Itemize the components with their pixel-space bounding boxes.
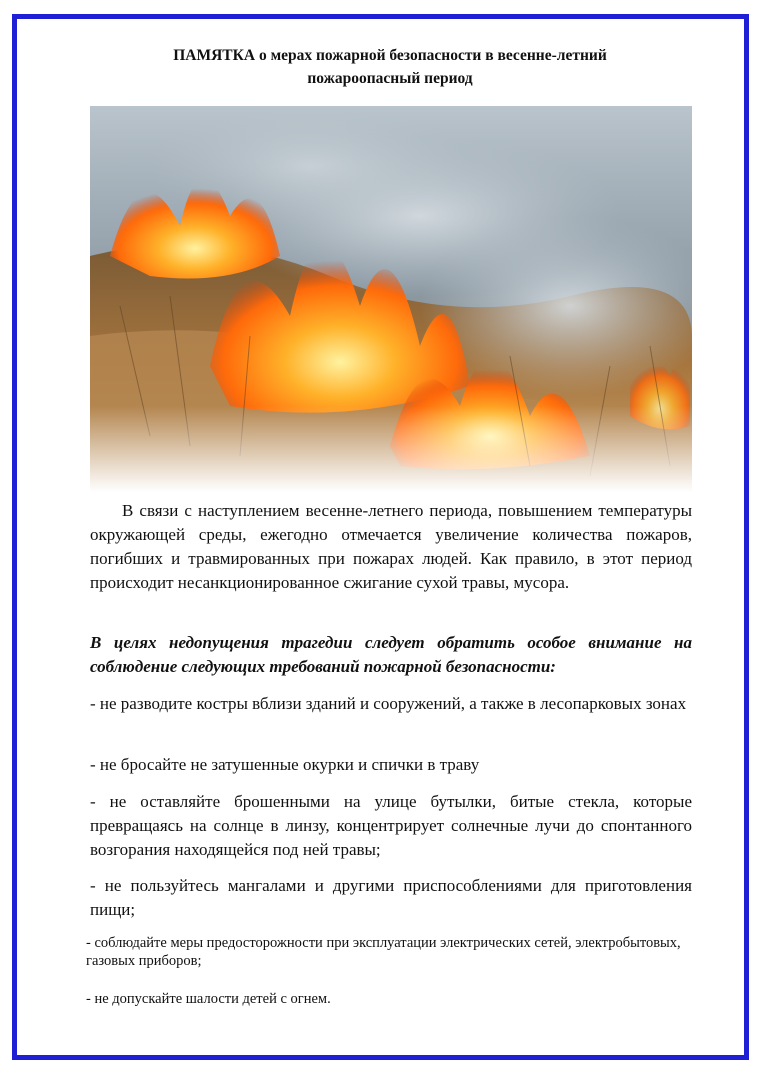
memo-title [90, 44, 690, 90]
rule-item: - соблюдайте меры предосторожности при эксплуатации электрических сетей, электробытовых, газовых приборов; [86, 935, 681, 969]
memo-title-line-1: ПАМЯТКА о мерах пожарной безопасности в весенне-летний [173, 47, 607, 64]
rule-item: - не бросайте не затушенные окурки и спички в траву [90, 755, 480, 774]
rule-item: - не оставляйте брошенными на улице бутылки, битые стекла, которые превращаясь на солнце в линзу, концентрирует солнечные лучи до спонтанного возгорания находящейся под ней травы; [90, 792, 692, 859]
memo-title-line-2: пожароопасный период [307, 70, 473, 87]
grass-fire-illustration [90, 106, 692, 492]
intro-paragraph: В связи с наступлением весенне-летнего периода, повышением температуры окружающей среды, ежегодно отмечается увеличение количества пожаров, погибших и травмированных при пожарах людей. Как правило, в этот период происходит несанкционированное сжигание сухой травы, мусора. [90, 501, 692, 592]
grass-fire-photo [90, 106, 692, 492]
rule-item: - не допускайте шалости детей с огнем. [86, 991, 331, 1007]
requirements-lead: В целях недопущения трагедии следует обратить особое внимание на соблюдение следующих требований пожарной безопасности: [90, 633, 692, 676]
rule-item: - не пользуйтесь мангалами и другими приспособлениями для приготовления пищи; [90, 876, 692, 919]
rule-item: - не разводите костры вблизи зданий и сооружений, а также в лесопарковых зонах [90, 694, 687, 713]
